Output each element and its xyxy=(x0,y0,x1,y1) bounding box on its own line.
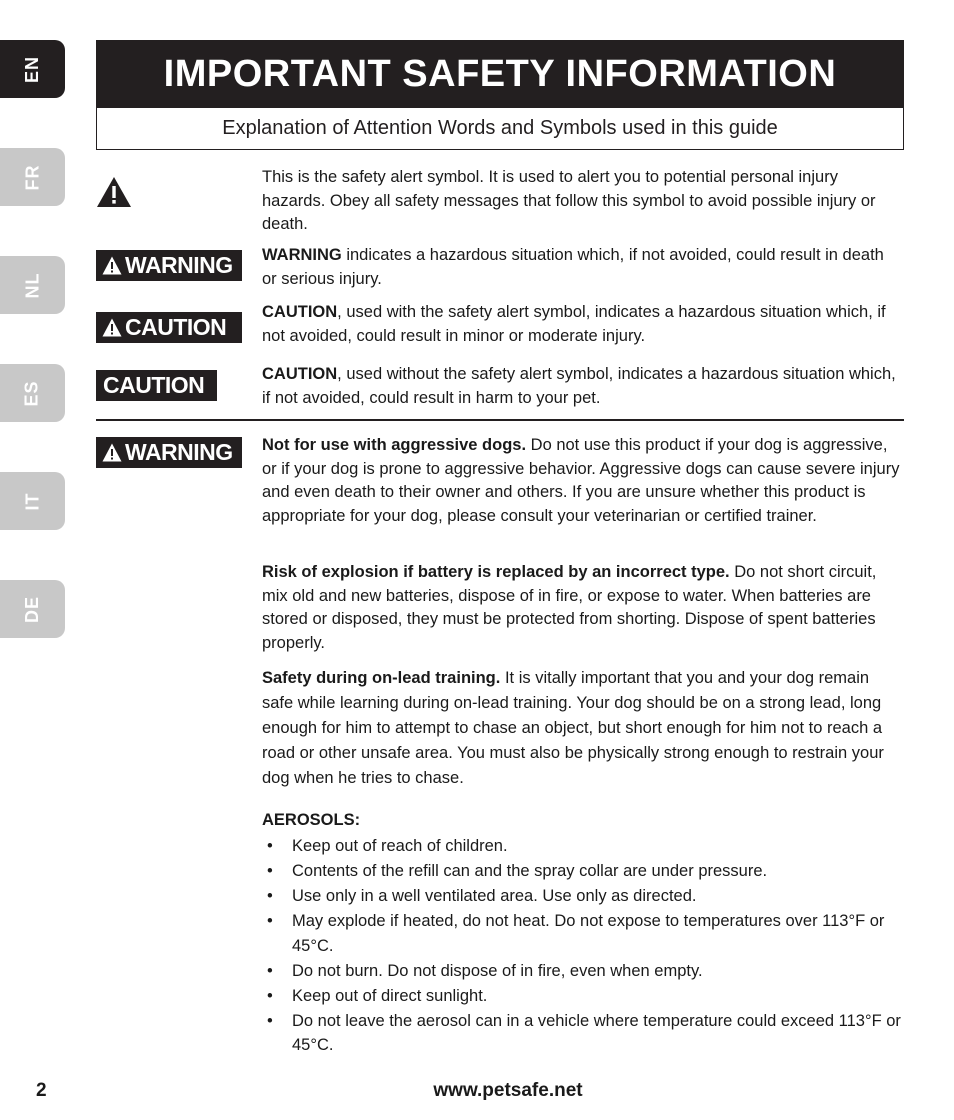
list-item: • Do not burn. Do not dispose of in fire, even when empty. xyxy=(262,959,902,984)
warning-triangle-icon xyxy=(102,318,122,337)
warning-term: WARNING xyxy=(262,246,342,264)
paragraph-heading: Not for use with aggressive dogs. xyxy=(262,436,527,454)
lang-tab-it[interactable] xyxy=(0,472,65,530)
caution-term: CAUTION xyxy=(262,365,338,383)
warning-text: indicates a hazardous situation which, if not avoided, could result in death or serious injury. xyxy=(262,246,884,288)
list-item: • Contents of the refill can and the spray collar are under pressure. xyxy=(262,859,902,884)
lang-tab-en[interactable] xyxy=(0,40,65,98)
lang-tab-label: EN xyxy=(21,55,42,83)
caution-with-symbol-description xyxy=(262,301,898,348)
list-item: • Keep out of direct sunlight. xyxy=(262,984,902,1009)
warning-triangle-icon xyxy=(96,176,132,213)
caution-without-symbol-description xyxy=(262,363,898,410)
section-divider xyxy=(96,419,904,421)
caution-badge xyxy=(96,312,242,343)
warning-badge xyxy=(96,250,242,281)
warning-triangle-icon xyxy=(102,443,122,462)
lang-tab-label: DE xyxy=(21,595,42,623)
lang-tab-de[interactable] xyxy=(0,580,65,638)
list-item: • Use only in a well ventilated area. Use only as directed. xyxy=(262,884,902,909)
aerosols-list xyxy=(262,834,902,1058)
list-item: • Do not leave the aerosol can in a vehicle where temperature could exceed 113°F or 45°C. xyxy=(262,1009,902,1058)
paragraph-aggressive-dogs xyxy=(262,434,902,528)
caution-text: , used with the safety alert symbol, indicates a hazardous situation which, if not avoided, could result in minor or moderate injury. xyxy=(262,303,886,345)
paragraph-text: It is vitally important that you and your dog remain safe while learning during on-lead training. Your dog should be on a strong lead, long enough for him to attempt to chase an object, but short enough for him not to reach a road or other unsafe area. You must also be physically strong enough to restrain your dog when he tries to chase. xyxy=(262,669,884,787)
warning-section-badge xyxy=(96,437,242,468)
paragraph-on-lead-training xyxy=(262,666,902,791)
warning-description xyxy=(262,244,898,291)
caution-text: , used without the safety alert symbol, indicates a hazardous situation which, if not avoided, could result in harm to your pet. xyxy=(262,365,896,407)
warning-triangle-icon xyxy=(102,256,122,275)
website-link[interactable]: www.petsafe.net xyxy=(433,1080,583,1101)
page-subtitle: Explanation of Attention Words and Symbols used in this guide xyxy=(96,108,904,150)
caution-badge-label: CAUTION xyxy=(125,314,227,340)
lang-tab-label: ES xyxy=(21,379,42,407)
paragraph-text: Do not use this product if your dog is aggressive, or if your dog is prone to aggressive behavior. Aggressive dogs can cause severe injury and even death to their owner and others. If you are unsure whether this product is appropriate for your dog, please consult your veterinarian or certified trainer. xyxy=(262,436,900,525)
paragraph-heading: Safety during on-lead training. xyxy=(262,669,501,687)
paragraph-text: Do not short circuit, mix old and new batteries, dispose of in fire, or expose to water. When batteries are stored or disposed, they must be protected from shorting. Dispose of spent batteries properly. xyxy=(262,563,877,652)
list-item: • May explode if heated, do not heat. Do not expose to temperatures over 113°F or 45°C. xyxy=(262,909,902,958)
warning-badge-label: WARNING xyxy=(125,252,233,278)
caution-term: CAUTION xyxy=(262,303,338,321)
caution-plain-badge-label: CAUTION xyxy=(103,372,205,398)
warning-section-badge-label: WARNING xyxy=(125,439,233,465)
lang-tab-label: FR xyxy=(22,164,42,190)
lang-tab-label: NL xyxy=(22,272,42,298)
lang-tab-label: IT xyxy=(22,492,42,510)
page-number: 2 xyxy=(36,1080,47,1101)
list-item: • Keep out of reach of children. xyxy=(262,834,902,859)
aerosols-title: AEROSOLS: xyxy=(262,811,361,829)
page-title: IMPORTANT SAFETY INFORMATION xyxy=(163,52,837,95)
paragraph-battery-explosion xyxy=(262,561,902,655)
lang-tab-es[interactable] xyxy=(0,364,65,422)
paragraph-heading: Risk of explosion if battery is replaced by an incorrect type. xyxy=(262,563,730,581)
caution-plain-badge xyxy=(96,370,217,401)
lang-tab-fr[interactable] xyxy=(0,148,65,206)
lang-tab-nl[interactable] xyxy=(0,256,65,314)
page-header xyxy=(96,40,904,108)
alert-description: This is the safety alert symbol. It is used to alert you to potential personal injury hazards. Obey all safety messages that follow this symbol to avoid possible injury or death. xyxy=(262,168,876,233)
